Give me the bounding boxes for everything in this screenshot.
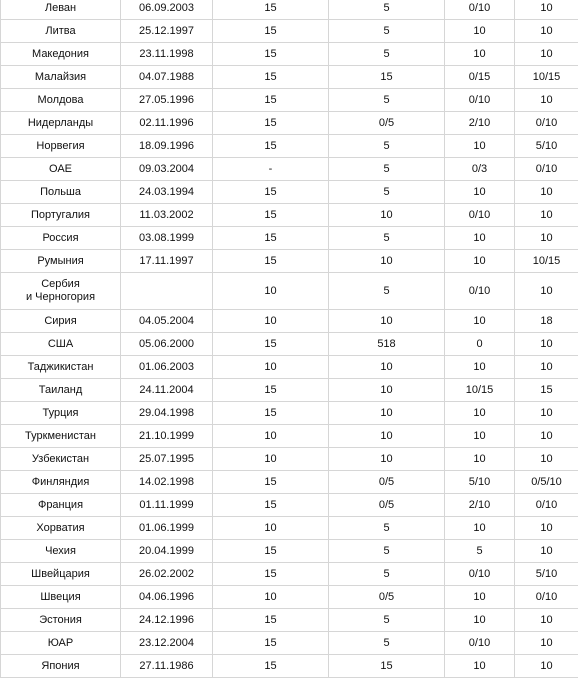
table-row <box>1 448 578 471</box>
col6-cell: 10 <box>515 0 578 20</box>
col5-cell: 10 <box>445 181 515 204</box>
country-cell: Турция <box>1 402 121 425</box>
col6-cell: 5/10 <box>515 135 578 158</box>
date-cell: 29.04.1998 <box>121 402 213 425</box>
col4-cell: 5 <box>329 89 445 112</box>
date-cell: 20.04.1999 <box>121 540 213 563</box>
col3-cell: 15 <box>213 494 329 517</box>
col6-cell: 10 <box>515 540 578 563</box>
country-cell: Нидерланды <box>1 112 121 135</box>
col5-cell: 10 <box>445 135 515 158</box>
date-cell: 17.11.1997 <box>121 250 213 273</box>
table-row <box>1 0 578 20</box>
col4-cell: 5 <box>329 0 445 20</box>
table-row <box>1 632 578 655</box>
col3-cell: 15 <box>213 333 329 356</box>
table-row <box>1 181 578 204</box>
col4-cell: 5 <box>329 158 445 181</box>
table-row <box>1 158 578 181</box>
col6-cell: 10 <box>515 448 578 471</box>
col5-cell: 0/10 <box>445 563 515 586</box>
col4-cell: 518 <box>329 333 445 356</box>
col5-cell: 2/10 <box>445 494 515 517</box>
country-cell: ОАЕ <box>1 158 121 181</box>
col3-cell: 15 <box>213 20 329 43</box>
date-cell <box>121 273 213 310</box>
col3-cell: 10 <box>213 273 329 310</box>
table-body <box>1 0 578 678</box>
col4-cell: 15 <box>329 66 445 89</box>
col4-cell: 0/5 <box>329 494 445 517</box>
col5-cell: 10 <box>445 43 515 66</box>
col5-cell: 5 <box>445 540 515 563</box>
table-row <box>1 494 578 517</box>
country-cell: Швеция <box>1 586 121 609</box>
col4-cell: 5 <box>329 563 445 586</box>
col3-cell: 15 <box>213 89 329 112</box>
country-cell: Эстония <box>1 609 121 632</box>
col6-cell: 0/5/10 <box>515 471 578 494</box>
col5-cell: 0/10 <box>445 632 515 655</box>
country-cell: Сирия <box>1 310 121 333</box>
country-cell: Молдова <box>1 89 121 112</box>
col5-cell: 0 <box>445 333 515 356</box>
col6-cell: 18 <box>515 310 578 333</box>
col3-cell: 10 <box>213 448 329 471</box>
country-cell: Литва <box>1 20 121 43</box>
table-row <box>1 135 578 158</box>
col4-cell: 15 <box>329 655 445 678</box>
col5-cell: 10 <box>445 310 515 333</box>
table-row <box>1 425 578 448</box>
table-row <box>1 20 578 43</box>
col6-cell: 10/15 <box>515 66 578 89</box>
col5-cell: 10 <box>445 20 515 43</box>
col4-cell: 5 <box>329 135 445 158</box>
col3-cell: 15 <box>213 227 329 250</box>
table-row <box>1 250 578 273</box>
col4-cell: 10 <box>329 425 445 448</box>
country-cell: Малайзия <box>1 66 121 89</box>
col3-cell: 15 <box>213 135 329 158</box>
table-row <box>1 89 578 112</box>
col4-cell: 5 <box>329 227 445 250</box>
col4-cell: 10 <box>329 310 445 333</box>
date-cell: 01.06.1999 <box>121 517 213 540</box>
col6-cell: 10 <box>515 333 578 356</box>
col6-cell: 10 <box>515 227 578 250</box>
col5-cell: 0/10 <box>445 204 515 227</box>
country-cell: Франция <box>1 494 121 517</box>
col3-cell: 15 <box>213 609 329 632</box>
col5-cell: 10 <box>445 227 515 250</box>
col4-cell: 0/5 <box>329 471 445 494</box>
col6-cell: 0/10 <box>515 158 578 181</box>
col5-cell: 10 <box>445 425 515 448</box>
col6-cell: 10 <box>515 632 578 655</box>
col4-cell: 10 <box>329 448 445 471</box>
col5-cell: 10 <box>445 250 515 273</box>
col4-cell: 5 <box>329 540 445 563</box>
col4-cell: 10 <box>329 250 445 273</box>
country-cell: Япония <box>1 655 121 678</box>
date-cell: 26.02.2002 <box>121 563 213 586</box>
col6-cell: 0/10 <box>515 494 578 517</box>
table-row <box>1 227 578 250</box>
col6-cell: 10 <box>515 181 578 204</box>
col3-cell: 15 <box>213 655 329 678</box>
col5-cell: 10 <box>445 609 515 632</box>
country-cell: Таиланд <box>1 379 121 402</box>
col3-cell: 10 <box>213 425 329 448</box>
col3-cell: 15 <box>213 379 329 402</box>
country-cell: Швейцария <box>1 563 121 586</box>
country-cell: Финляндия <box>1 471 121 494</box>
col5-cell: 5/10 <box>445 471 515 494</box>
date-cell: 01.11.1999 <box>121 494 213 517</box>
date-cell: 04.06.1996 <box>121 586 213 609</box>
date-cell: 02.11.1996 <box>121 112 213 135</box>
date-cell: 24.11.2004 <box>121 379 213 402</box>
col5-cell: 0/10 <box>445 0 515 20</box>
col5-cell: 2/10 <box>445 112 515 135</box>
col3-cell: 15 <box>213 471 329 494</box>
col3-cell: 15 <box>213 540 329 563</box>
table-row <box>1 112 578 135</box>
col4-cell: 5 <box>329 43 445 66</box>
country-cell: Леван <box>1 0 121 20</box>
country-cell: Узбекистан <box>1 448 121 471</box>
country-cell: Сербия и Черногория <box>1 273 121 310</box>
date-cell: 06.09.2003 <box>121 0 213 20</box>
col4-cell: 5 <box>329 632 445 655</box>
col3-cell: 15 <box>213 43 329 66</box>
col3-cell: 15 <box>213 402 329 425</box>
col4-cell: 5 <box>329 517 445 540</box>
date-cell: 04.05.2004 <box>121 310 213 333</box>
country-cell: США <box>1 333 121 356</box>
col4-cell: 10 <box>329 204 445 227</box>
table-row <box>1 471 578 494</box>
col3-cell: 10 <box>213 356 329 379</box>
table-row <box>1 356 578 379</box>
col4-cell: 5 <box>329 609 445 632</box>
date-cell: 23.11.1998 <box>121 43 213 66</box>
country-cell: Португалия <box>1 204 121 227</box>
col4-cell: 0/5 <box>329 112 445 135</box>
date-cell: 04.07.1988 <box>121 66 213 89</box>
date-cell: 27.11.1986 <box>121 655 213 678</box>
country-cell: Македония <box>1 43 121 66</box>
table-row <box>1 540 578 563</box>
table-row <box>1 333 578 356</box>
country-cell: Чехия <box>1 540 121 563</box>
col6-cell: 15 <box>515 379 578 402</box>
col6-cell: 0/10 <box>515 112 578 135</box>
table-row <box>1 273 578 310</box>
col5-cell: 10/15 <box>445 379 515 402</box>
date-cell: 01.06.2003 <box>121 356 213 379</box>
country-cell: ЮАР <box>1 632 121 655</box>
col3-cell: 15 <box>213 66 329 89</box>
col6-cell: 10 <box>515 20 578 43</box>
date-cell: 11.03.2002 <box>121 204 213 227</box>
col3-cell: 10 <box>213 586 329 609</box>
col5-cell: 10 <box>445 586 515 609</box>
col5-cell: 0/3 <box>445 158 515 181</box>
col6-cell: 10 <box>515 356 578 379</box>
col3-cell: 15 <box>213 563 329 586</box>
table-row <box>1 517 578 540</box>
table-row <box>1 655 578 678</box>
country-cell: Россия <box>1 227 121 250</box>
col6-cell: 10/15 <box>515 250 578 273</box>
col6-cell: 10 <box>515 204 578 227</box>
table-row <box>1 43 578 66</box>
col3-cell: 15 <box>213 204 329 227</box>
date-cell: 05.06.2000 <box>121 333 213 356</box>
col6-cell: 10 <box>515 425 578 448</box>
col6-cell: 0/10 <box>515 586 578 609</box>
col3-cell: 15 <box>213 0 329 20</box>
date-cell: 23.12.2004 <box>121 632 213 655</box>
table-row <box>1 402 578 425</box>
col3-cell: 10 <box>213 310 329 333</box>
date-cell: 14.02.1998 <box>121 471 213 494</box>
col5-cell: 10 <box>445 356 515 379</box>
col6-cell: 10 <box>515 89 578 112</box>
col5-cell: 0/15 <box>445 66 515 89</box>
table-row <box>1 310 578 333</box>
date-cell: 21.10.1999 <box>121 425 213 448</box>
country-cell: Хорватия <box>1 517 121 540</box>
country-cell: Румыния <box>1 250 121 273</box>
col3-cell: 15 <box>213 250 329 273</box>
country-cell: Норвегия <box>1 135 121 158</box>
col5-cell: 10 <box>445 655 515 678</box>
table-row <box>1 204 578 227</box>
date-cell: 27.05.1996 <box>121 89 213 112</box>
col3-cell: 15 <box>213 112 329 135</box>
col6-cell: 10 <box>515 273 578 310</box>
country-cell: Таджикистан <box>1 356 121 379</box>
table-row <box>1 609 578 632</box>
col6-cell: 10 <box>515 517 578 540</box>
col6-cell: 10 <box>515 655 578 678</box>
col3-cell: - <box>213 158 329 181</box>
col5-cell: 10 <box>445 517 515 540</box>
date-cell: 03.08.1999 <box>121 227 213 250</box>
col3-cell: 15 <box>213 632 329 655</box>
country-cell: Туркменистан <box>1 425 121 448</box>
table-row <box>1 379 578 402</box>
col3-cell: 15 <box>213 181 329 204</box>
col6-cell: 10 <box>515 402 578 425</box>
col4-cell: 10 <box>329 402 445 425</box>
date-cell: 24.03.1994 <box>121 181 213 204</box>
col6-cell: 5/10 <box>515 563 578 586</box>
col4-cell: 10 <box>329 356 445 379</box>
col4-cell: 5 <box>329 181 445 204</box>
col4-cell: 0/5 <box>329 586 445 609</box>
country-cell: Польша <box>1 181 121 204</box>
col6-cell: 10 <box>515 43 578 66</box>
col5-cell: 10 <box>445 402 515 425</box>
col4-cell: 5 <box>329 273 445 310</box>
date-cell: 24.12.1996 <box>121 609 213 632</box>
table-row <box>1 586 578 609</box>
col4-cell: 10 <box>329 379 445 402</box>
col5-cell: 10 <box>445 448 515 471</box>
col4-cell: 5 <box>329 20 445 43</box>
date-cell: 18.09.1996 <box>121 135 213 158</box>
col6-cell: 10 <box>515 609 578 632</box>
col5-cell: 0/10 <box>445 273 515 310</box>
table-row <box>1 563 578 586</box>
col5-cell: 0/10 <box>445 89 515 112</box>
date-cell: 09.03.2004 <box>121 158 213 181</box>
col3-cell: 10 <box>213 517 329 540</box>
date-cell: 25.07.1995 <box>121 448 213 471</box>
table-row <box>1 66 578 89</box>
date-cell: 25.12.1997 <box>121 20 213 43</box>
